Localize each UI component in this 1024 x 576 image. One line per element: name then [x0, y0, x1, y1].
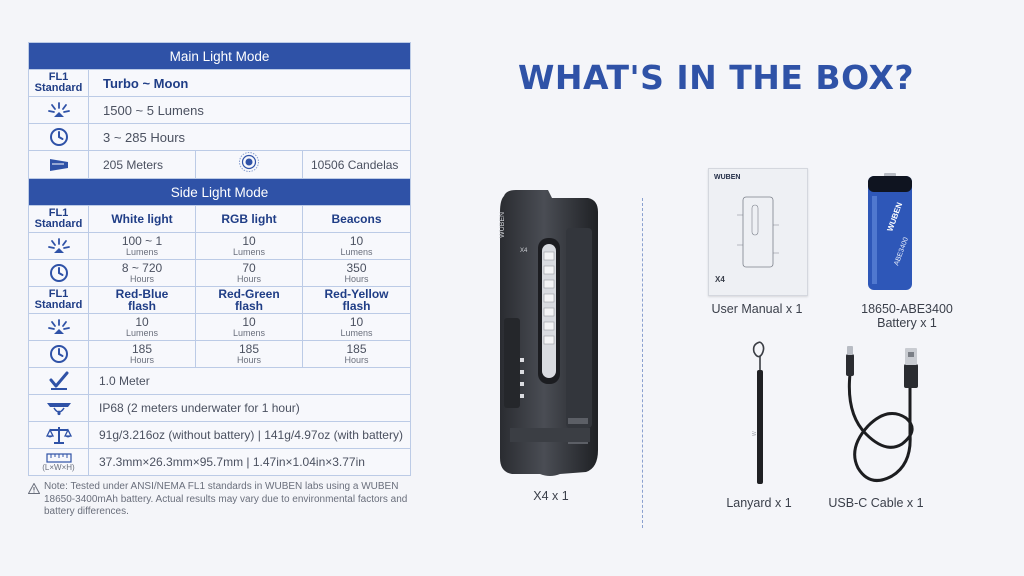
lanyard-image	[740, 336, 780, 488]
side-hours-cell: 185 Hours	[89, 341, 196, 368]
side-lumens-cell: 10 Lumens	[196, 233, 303, 260]
ruler-icon	[29, 449, 89, 476]
test-note	[28, 481, 418, 519]
intensity-icon	[196, 151, 303, 179]
battery-caption: 18650-ABE3400 Battery x 1	[861, 302, 953, 330]
col-rgb-light: RGB light	[196, 206, 303, 233]
svg-text:W: W	[752, 431, 758, 436]
col-beacons: Beacons	[303, 206, 411, 233]
side-hours-cell: 185 Hours	[303, 341, 411, 368]
col-red-blue-flash: Red-Blue flash	[89, 287, 196, 314]
fl1-standard-label: FL1 Standard	[29, 70, 89, 97]
col-red-green-flash: Red-Green flash	[196, 287, 303, 314]
size-value: 37.3mm×26.3mm×95.7mm | 1.47in×1.04in×3.77in	[89, 449, 411, 476]
manual-image	[708, 168, 808, 296]
spec-grid	[28, 42, 411, 476]
clock-icon	[29, 341, 89, 368]
cable-image	[836, 344, 928, 488]
beam-distance-icon	[29, 151, 89, 179]
side-lumens-cell: 10 Lumens	[89, 314, 196, 341]
lumens-icon	[29, 233, 89, 260]
main-distance: 205 Meters	[89, 151, 196, 179]
side-lumens-cell: 10 Lumens	[196, 314, 303, 341]
side-hours-cell: 70 Hours	[196, 260, 303, 287]
manual-drawing-icon	[735, 195, 781, 271]
side-hours-cell: 8 ~ 720 Hours	[89, 260, 196, 287]
spec-table	[28, 42, 410, 476]
col-white-light: White light	[89, 206, 196, 233]
fl1-standard-label: FL1 Standard	[29, 287, 89, 314]
flashlight-image	[490, 188, 610, 478]
col-red-yellow-flash: Red-Yellow flash	[303, 287, 411, 314]
manual-model: X4	[715, 275, 725, 284]
side-lumens-cell: 10 Lumens	[303, 314, 411, 341]
note-text: Note: Tested under ANSI/NEMA FL1 standards in WUBEN labs using a WUBEN 18650-3400mAh battery. Actual results may vary due to environmental factors and battery differences.	[44, 481, 408, 517]
clock-icon	[29, 124, 89, 151]
lumens-icon	[29, 97, 89, 124]
weight-value: 91g/3.216oz (without battery) | 141g/4.97oz (with battery)	[89, 422, 411, 449]
svg-text:X4: X4	[520, 248, 528, 254]
waterproof-value: IP68 (2 meters underwater for 1 hour)	[89, 395, 411, 422]
side-lumens-cell: 10 Lumens	[303, 233, 411, 260]
main-mode-title: Main Light Mode	[29, 43, 411, 70]
svg-text:WUBEN: WUBEN	[885, 201, 905, 233]
main-intensity: 10506 Candelas	[303, 151, 411, 179]
side-lumens-cell: 100 ~ 1 Lumens	[89, 233, 196, 260]
main-lumens: 1500 ~ 5 Lumens	[89, 97, 411, 124]
flashlight-caption: X4 x 1	[533, 489, 569, 503]
dashed-divider	[642, 198, 643, 528]
size-icon-label: (L×W×H)	[42, 462, 75, 472]
box-title: WHAT'S IN THE BOX?	[518, 58, 915, 97]
side-mode-title: Side Light Mode	[29, 179, 411, 206]
waterproof-icon	[29, 395, 89, 422]
impact-value: 1.0 Meter	[89, 368, 411, 395]
fl1-standard-label: FL1 Standard	[29, 206, 89, 233]
manual-brand: WUBEN	[714, 174, 741, 181]
side-hours-cell: 350 Hours	[303, 260, 411, 287]
impact-resistance-icon	[29, 368, 89, 395]
lanyard-caption: Lanyard x 1	[726, 496, 792, 510]
clock-icon	[29, 260, 89, 287]
main-hours: 3 ~ 285 Hours	[89, 124, 411, 151]
svg-text:WUBEN: WUBEN	[499, 211, 506, 238]
battery-image	[864, 172, 916, 292]
main-standard-value: Turbo ~ Moon	[89, 70, 411, 97]
scale-icon	[29, 422, 89, 449]
svg-text:ABE3400: ABE3400	[893, 236, 911, 267]
manual-caption: User Manual x 1	[711, 302, 803, 316]
side-hours-cell: 185 Hours	[196, 341, 303, 368]
lumens-icon	[29, 314, 89, 341]
warning-icon	[28, 483, 40, 494]
cable-caption: USB-C Cable x 1	[828, 496, 924, 510]
